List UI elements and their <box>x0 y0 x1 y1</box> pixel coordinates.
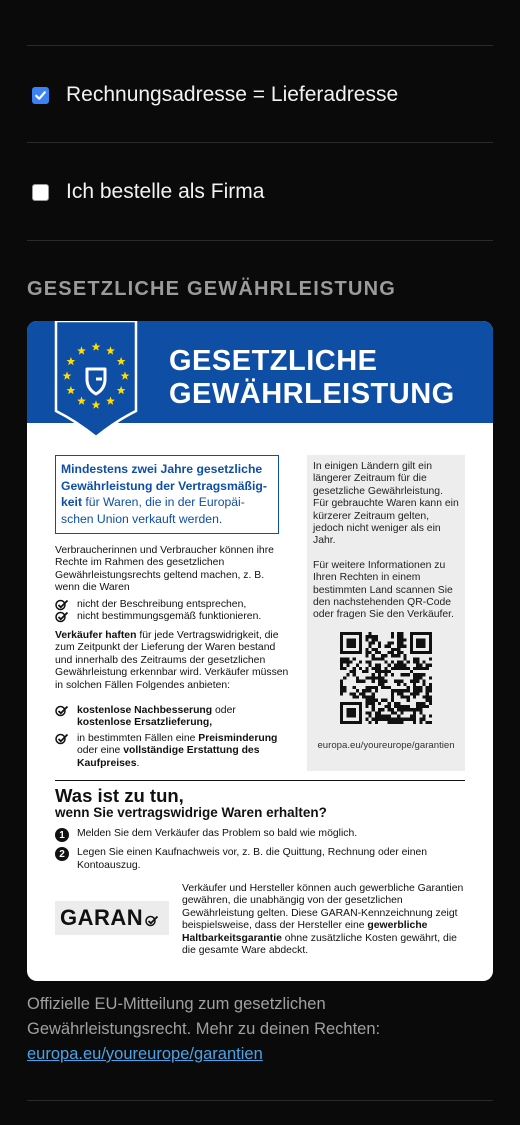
company-checkbox[interactable] <box>32 184 49 201</box>
what-to-do-subtitle: wenn Sie vertragswidrige Waren erhalten? <box>55 805 327 820</box>
check-circle-icon <box>55 705 69 717</box>
country-info-box <box>307 455 465 771</box>
remedy-pre: in bestimmten Fällen eine <box>77 732 199 744</box>
billing-same-checkbox[interactable] <box>32 87 49 104</box>
info-url: europa.eu/youreurope/garantien <box>317 740 455 751</box>
what-to-do-title: Was ist zu tun, <box>55 785 184 806</box>
banner-title-line2: GEWÄHRLEISTUNG <box>169 378 455 410</box>
remedy-mid: oder <box>212 705 236 716</box>
qr-code-icon[interactable] <box>340 632 432 724</box>
footer-description: Offizielle EU-Mitteilung zum gesetzlichen Gewährleistungsrecht. Mehr zu deinen Rechten: <box>27 995 381 1038</box>
commercial-guarantee-text <box>182 883 472 957</box>
step-number: 2 <box>55 847 69 861</box>
info-paragraph: Für weitere Informationen zu Ihren Rechten in einem bestimmten Land scannen Sie den nachstehenden QR-Code oder fragen Sie den Verkäufer. <box>313 559 454 621</box>
footer-text <box>27 992 493 1067</box>
step-item <box>55 828 465 842</box>
step-text: Legen Sie einen Kaufnachweis vor, z. B. die Quittung, Rechnung oder einen Kontoauszug. <box>77 847 428 871</box>
banner-title <box>169 345 455 411</box>
divider-top <box>27 45 493 46</box>
section-heading: GESETZLICHE GEWÄHRLEISTUNG <box>27 278 396 300</box>
eu-rights-link[interactable]: europa.eu/youreurope/garantien <box>27 1045 263 1063</box>
remedy-bold: Preisminderung <box>198 732 278 744</box>
garan-logo-text: GARAN <box>60 905 144 930</box>
step-text: Melden Sie dem Verkäufer das Problem so bald wie möglich. <box>77 828 358 839</box>
step-item <box>55 847 465 872</box>
check-circle-icon <box>145 915 159 927</box>
remedy-mid: oder eine <box>77 745 124 757</box>
remedy-text <box>77 705 236 730</box>
check-circle-icon <box>55 611 69 623</box>
garan-logo <box>55 901 169 935</box>
minimum-warranty-box <box>55 455 279 534</box>
check-circle-icon <box>55 599 69 611</box>
banner-title-line1: GESETZLICHE <box>169 345 378 377</box>
highlight-rest: für Waren, die in der Europäi-schen Union verkauft werden. <box>61 495 245 526</box>
eu-shield-logo-icon <box>54 321 138 437</box>
remedy-bold: vollständige Erstattung des Kaufpreises <box>77 745 260 769</box>
section-separator <box>55 780 465 781</box>
garan-end: ohne zusätzliche Kosten gewährt, die die gesamte Ware abdeckt. <box>182 932 457 957</box>
billing-same-row[interactable] <box>32 80 492 110</box>
condition-text: nicht der Beschreibung entsprechen, <box>77 599 247 610</box>
remedy-bold: kostenlose Nachbesserung <box>77 705 213 716</box>
divider-bottom <box>27 1100 493 1101</box>
list-item <box>55 705 287 730</box>
seller-bold: Verkäufer haften <box>55 630 137 641</box>
list-item <box>55 611 287 623</box>
list-item <box>55 733 287 770</box>
conditions-list <box>55 599 287 624</box>
garan-pre: Verkäufer und Hersteller können auch gewerbliche Garantien gewähren, die unabhängig von der gesetzlichen Gewährleistung gelten. Diese GARAN-Kennzeichnung zeigt beispielsweise, dass der Hersteller eine <box>182 883 464 932</box>
remedy-text <box>77 733 287 770</box>
list-item <box>55 599 287 611</box>
garan-bold: gewerbliche Haltbarkeitsgarantie <box>182 920 428 944</box>
condition-text: nicht bestimmungsgemäß funktionieren. <box>77 611 262 623</box>
checkmark-icon <box>34 89 47 102</box>
divider <box>27 142 493 143</box>
check-circle-icon <box>55 733 69 745</box>
warranty-notice-card <box>27 321 493 981</box>
billing-same-label: Rechnungsadresse = Lieferadresse <box>66 83 399 106</box>
remedy-end: . <box>136 757 140 769</box>
remedy-bold: kostenlose Ersatzlieferung, <box>77 717 213 729</box>
seller-liability-text <box>55 630 289 692</box>
step-number: 1 <box>55 828 69 842</box>
company-row[interactable] <box>32 177 492 207</box>
consumer-rights-intro: Verbraucherinnen und Verbraucher können ihre Rechte im Rahmen des gesetzlichen Gewährleistungsrechts geltend machen, z. B. wenn die Waren <box>55 545 274 594</box>
seller-rest: für jede Vertragswidrigkeit, die zum Zeitpunkt der Lieferung der Waren bestand und innerhalb des Zeitraums der gesetzlichen Gewährleistung erkennbar wird. Verkäufer müssen in solchen Fällen Folgendes anbieten: <box>55 630 289 691</box>
info-paragraph: In einigen Ländern gilt ein längerer Zeitraum für die gesetzliche Gewährleistung. Für gebrauchte Waren kann ein kürzerer Zeitraum gelten, jedoch nicht weniger als ein Jahr. <box>313 461 459 547</box>
company-label: Ich bestelle als Firma <box>66 180 265 203</box>
divider <box>27 240 493 241</box>
highlight-bold: Mindestens zwei Jahre gesetzliche Gewährleistung der Vertragsmäßig-keit <box>61 462 267 509</box>
remedies-list <box>55 705 287 770</box>
